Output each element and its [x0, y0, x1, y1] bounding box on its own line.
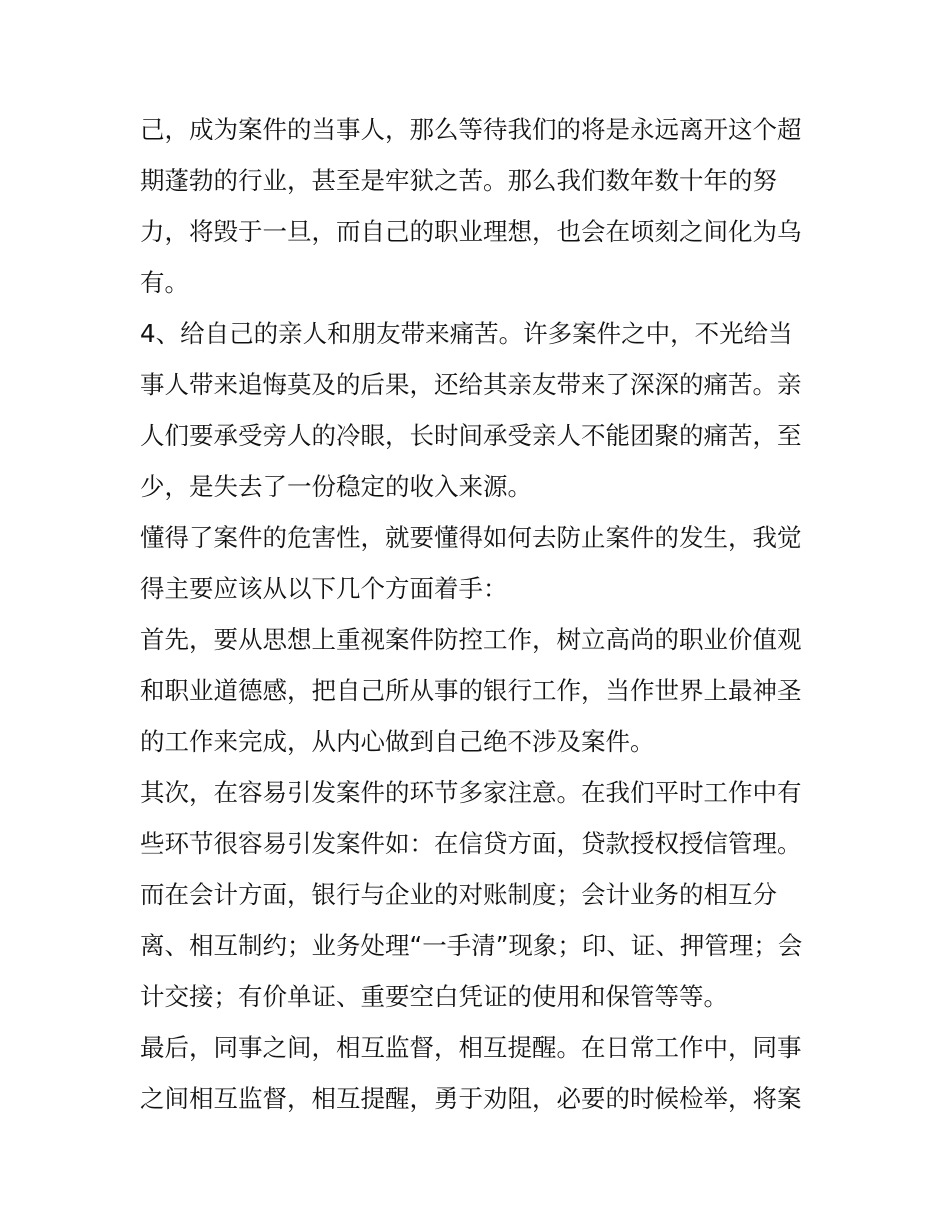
text-line: 些环节很容易引发案件如：在信贷方面，贷款授权授信管理。: [140, 829, 802, 858]
text-line: 有。: [140, 268, 189, 297]
body-text: [140, 104, 820, 1124]
text-line: 离、相互制约；业务处理“一手清”现象；印、证、押管理；会: [140, 931, 803, 960]
text-line: 人们要承受旁人的冷眼，长时间承受亲人不能团聚的痛苦，至: [140, 421, 802, 450]
text-line: 而在会计方面，银行与企业的对账制度；会计业务的相互分: [140, 880, 777, 909]
text-line: 最后，同事之间，相互监督，相互提醒。在日常工作中，同事: [140, 1033, 802, 1062]
text-line: 和职业道德感，把自己所从事的银行工作，当作世界上最神圣: [140, 676, 802, 705]
text-line: 4、给自己的亲人和朋友带来痛苦。许多案件之中，不光给当: [140, 319, 793, 348]
text-line: 之间相互监督，相互提醒，勇于劝阻，必要的时候检举，将案: [140, 1084, 802, 1113]
text-line: 期蓬勃的行业，甚至是牢狱之苦。那么我们数年数十年的努: [140, 166, 777, 195]
text-line: 得主要应该从以下几个方面着手：: [140, 574, 508, 603]
text-line: 的工作来完成，从内心做到自己绝不涉及案件。: [140, 727, 655, 756]
text-line: 其次，在容易引发案件的环节多家注意。在我们平时工作中有: [140, 778, 802, 807]
text-line: 少，是失去了一份稳定的收入来源。: [140, 472, 532, 501]
text-line: 首先，要从思想上重视案件防控工作，树立高尚的职业价值观: [140, 625, 802, 654]
text-line: 力，将毁于一旦，而自己的职业理想，也会在顷刻之间化为乌: [140, 217, 802, 246]
text-line: 己，成为案件的当事人，那么等待我们的将是永远离开这个超: [140, 115, 802, 144]
text-line: 计交接；有价单证、重要空白凭证的使用和保管等等。: [140, 982, 728, 1011]
text-line: 事人带来追悔莫及的后果，还给其亲友带来了深深的痛苦。亲: [140, 370, 802, 399]
text-line: 懂得了案件的危害性，就要懂得如何去防止案件的发生，我觉: [140, 523, 802, 552]
